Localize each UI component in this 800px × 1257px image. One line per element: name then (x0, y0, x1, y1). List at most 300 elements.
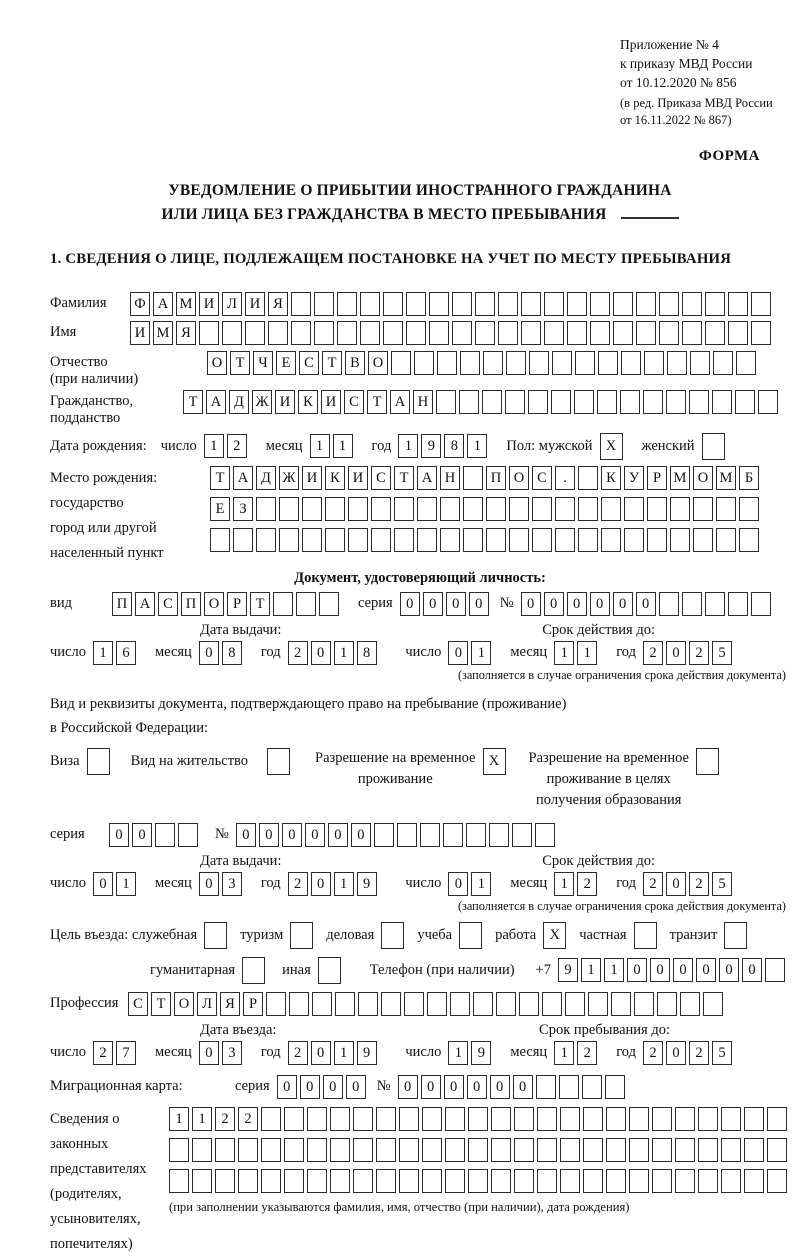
char-box: 1 (577, 641, 597, 665)
representatives-fields (169, 1107, 790, 1215)
temp-residence-edu-label: Разрешение на временное проживание в целях получения образования (528, 749, 689, 808)
char-box (705, 321, 725, 345)
char-box (574, 390, 594, 414)
char-box (514, 1169, 534, 1193)
char-box (659, 292, 679, 316)
char-box: А (153, 292, 173, 316)
char-box (261, 1138, 281, 1162)
birthplace-line3-field[interactable] (210, 528, 762, 552)
char-box (751, 321, 771, 345)
char-box (498, 292, 518, 316)
char-box: 0 (282, 823, 302, 847)
char-box (765, 958, 785, 982)
char-box (601, 497, 621, 521)
appendix-edit-line: от 16.11.2022 № 867) (620, 113, 732, 128)
char-box: 1 (333, 434, 353, 458)
char-box: Н (413, 390, 433, 414)
char-box (758, 390, 778, 414)
stay-valid-month-field[interactable] (554, 872, 600, 896)
char-box: 0 (132, 823, 152, 847)
id-valid-year-field[interactable] (643, 641, 735, 665)
surname-field[interactable] (130, 292, 774, 316)
valid-until-label: Срок действия до: (542, 852, 655, 869)
id-doc-number-field[interactable] (521, 592, 774, 616)
purpose-business-checkbox[interactable] (381, 922, 407, 949)
char-box (486, 497, 506, 521)
char-box (735, 390, 755, 414)
char-box (371, 528, 391, 552)
char-box (544, 292, 564, 316)
char-box (312, 992, 332, 1016)
char-box (588, 992, 608, 1016)
char-box: 1 (554, 872, 574, 896)
migration-card-row (50, 1075, 790, 1099)
entry-day-field[interactable] (93, 1041, 139, 1065)
temp-residence-checkbox[interactable] (483, 748, 509, 775)
phone-field[interactable] (558, 958, 788, 982)
char-box (505, 390, 525, 414)
char-box (422, 1138, 442, 1162)
birthplace-labels: Место рождения: государство город или другой населенный пункт (50, 469, 164, 561)
char-box (537, 1138, 557, 1162)
char-box: М (670, 466, 690, 490)
checkbox-cell (267, 748, 290, 775)
char-box (381, 992, 401, 1016)
char-box (555, 528, 575, 552)
char-box: 0 (323, 1075, 343, 1099)
char-box (590, 321, 610, 345)
char-box (667, 351, 687, 375)
valid-until-label: Срок действия до: (542, 621, 655, 638)
char-box: 0 (300, 1075, 320, 1099)
char-box (284, 1107, 304, 1131)
char-box (509, 528, 529, 552)
phone-prefix: +7 (535, 961, 551, 978)
stay-doc-number-field[interactable] (236, 823, 558, 847)
surname-row (50, 292, 790, 316)
char-box (376, 1138, 396, 1162)
char-box (647, 528, 667, 552)
char-box: 1 (93, 641, 113, 665)
id-doc-series-field[interactable] (400, 592, 492, 616)
char-box (169, 1169, 189, 1193)
birthplace-line2-field[interactable] (210, 497, 762, 521)
forma-label: ФОРМА (698, 147, 760, 164)
char-box (613, 292, 633, 316)
char-box (256, 497, 276, 521)
char-box: О (368, 351, 388, 375)
char-box: 0 (666, 1041, 686, 1065)
char-box: А (135, 592, 155, 616)
char-box: 0 (311, 872, 331, 896)
char-box (583, 1138, 603, 1162)
char-box (652, 1169, 672, 1193)
residence-permit-checkbox[interactable] (267, 748, 293, 775)
char-box (307, 1138, 327, 1162)
purpose-humanitarian-label: гуманитарная (150, 961, 236, 978)
stay-issue-month-field[interactable] (199, 872, 245, 896)
char-box (629, 1169, 649, 1193)
number-label: № (499, 595, 514, 612)
char-box (491, 1169, 511, 1193)
stay-issue-year-field[interactable] (288, 872, 380, 896)
char-box (621, 351, 641, 375)
entry-date-label: Дата въезда: (200, 1021, 277, 1038)
char-box (360, 292, 380, 316)
char-box: 0 (93, 872, 113, 896)
purpose-humanitarian-checkbox[interactable] (242, 957, 268, 984)
char-box (636, 321, 656, 345)
form-title-line1: УВЕДОМЛЕНИЕ О ПРИБЫТИИ ИНОСТРАННОГО ГРАЖДАНИНА (168, 181, 672, 199)
stay-until-group: число 1 9 месяц 1 2 год 2 0 2 5 (405, 1041, 735, 1065)
given-name-row (50, 321, 790, 345)
checkbox-cell (242, 957, 265, 984)
char-box (751, 592, 771, 616)
id-issue-year-field[interactable] (288, 641, 380, 665)
char-box: Т (151, 992, 171, 1016)
char-box: 0 (444, 1075, 464, 1099)
birth-date-row (50, 433, 790, 460)
char-box (528, 390, 548, 414)
stay-issue-day-field[interactable] (93, 872, 139, 896)
birth-date-label: Дата рождения: (50, 437, 147, 454)
id-issue-month-field[interactable] (199, 641, 245, 665)
char-box: 8 (222, 641, 242, 665)
char-box: 0 (236, 823, 256, 847)
char-box: 0 (448, 872, 468, 896)
profession-field[interactable] (128, 992, 726, 1016)
month-label: месяц (265, 437, 303, 454)
purpose-transit-checkbox[interactable] (724, 922, 750, 949)
id-valid-day-field[interactable] (448, 641, 494, 665)
stay-doc-text-line1: Вид и реквизиты документа, подтверждающего право на пребывание (проживание) (50, 695, 567, 712)
representatives-line2-field[interactable] (169, 1138, 790, 1162)
char-box (529, 351, 549, 375)
char-box (611, 992, 631, 1016)
char-box: Т (322, 351, 342, 375)
char-box (284, 1138, 304, 1162)
entry-year-field[interactable] (288, 1041, 380, 1065)
char-box: 0 (521, 592, 541, 616)
stay-doc-series-field[interactable] (109, 823, 201, 847)
char-box (238, 1138, 258, 1162)
id-valid-month-field[interactable] (554, 641, 600, 665)
purpose-tourism-checkbox[interactable] (290, 922, 316, 949)
char-box: 2 (643, 1041, 663, 1065)
purpose-private-checkbox[interactable] (634, 922, 660, 949)
char-box (536, 1075, 556, 1099)
migration-card-label: Миграционная карта: (50, 1078, 183, 1095)
char-box (682, 592, 702, 616)
char-box: К (298, 390, 318, 414)
char-box (606, 1138, 626, 1162)
char-box: М (716, 466, 736, 490)
char-box: 0 (544, 592, 564, 616)
char-box (670, 528, 690, 552)
char-box (414, 351, 434, 375)
char-box: О (693, 466, 713, 490)
char-box (459, 390, 479, 414)
stay-doc-text-line2: в Российской Федерации: (50, 720, 209, 737)
visa-option (50, 748, 113, 775)
char-box (330, 1107, 350, 1131)
sex-female-checkbox[interactable] (702, 433, 728, 460)
char-box: Б (739, 466, 759, 490)
char-box (273, 592, 293, 616)
char-box (353, 1107, 373, 1131)
char-box: И (275, 390, 295, 414)
stay-doc-dates-row (50, 872, 790, 896)
char-box: И (302, 466, 322, 490)
stay-valid-year-field[interactable] (643, 872, 735, 896)
char-box (391, 351, 411, 375)
char-box (698, 1138, 718, 1162)
citizenship-field[interactable] (183, 390, 781, 414)
entry-dates-row (50, 1041, 790, 1065)
char-box (452, 321, 472, 345)
char-box (521, 321, 541, 345)
stay-doc-series-row (50, 823, 790, 847)
char-box (483, 351, 503, 375)
char-box: 2 (577, 872, 597, 896)
char-box (238, 1169, 258, 1193)
char-box: В (345, 351, 365, 375)
char-box (509, 497, 529, 521)
char-box (450, 992, 470, 1016)
char-box (605, 1075, 625, 1099)
char-box: 1 (467, 434, 487, 458)
stay-until-month-field[interactable] (554, 1041, 600, 1065)
char-box (537, 1169, 557, 1193)
char-box (643, 390, 663, 414)
birthplace-line1-field[interactable] (210, 466, 762, 490)
appendix-line: Приложение № 4 (620, 37, 719, 52)
char-box (325, 528, 345, 552)
purpose-study-label: учеба (417, 926, 453, 943)
validity-note: (заполняется в случае ограничения срока действия документа) (457, 898, 786, 913)
representatives-note: (при заполнении указываются фамилия, имя, отчество (при наличии), дата рождения) (169, 1199, 630, 1214)
char-box: 0 (742, 958, 762, 982)
entry-month-field[interactable] (199, 1041, 245, 1065)
char-box: 7 (116, 1041, 136, 1065)
birth-month-field[interactable] (310, 434, 356, 458)
temp-residence-label: Разрешение на временное проживание (315, 749, 476, 787)
char-box (675, 1138, 695, 1162)
char-box (744, 1169, 764, 1193)
stay-doc-dates-header (50, 853, 790, 870)
patronymic-field[interactable] (207, 351, 759, 375)
char-box: 2 (689, 1041, 709, 1065)
blank-underline (621, 205, 679, 219)
char-box (486, 528, 506, 552)
char-box: 0 (513, 1075, 533, 1099)
char-box (475, 321, 495, 345)
char-box: 0 (469, 592, 489, 616)
char-box (307, 1107, 327, 1131)
char-box: 0 (590, 592, 610, 616)
stay-doc-valid-until: число 0 1 месяц 1 2 год 2 0 2 5 (405, 872, 735, 896)
birth-year-field[interactable] (398, 434, 490, 458)
char-box: О (204, 592, 224, 616)
char-box: 0 (311, 1041, 331, 1065)
char-box (680, 992, 700, 1016)
stay-until-day-field[interactable] (448, 1041, 494, 1065)
visa-label: Виза (50, 752, 80, 769)
char-box (582, 1075, 602, 1099)
char-box (575, 351, 595, 375)
char-box: Е (210, 497, 230, 521)
char-box (491, 1138, 511, 1162)
char-box (482, 390, 502, 414)
representatives-line3-field[interactable] (169, 1169, 790, 1193)
char-box (514, 1107, 534, 1131)
char-box (399, 1138, 419, 1162)
char-box: Т (250, 592, 270, 616)
char-box (314, 321, 334, 345)
char-box: 1 (471, 872, 491, 896)
sex-male-checkbox[interactable] (600, 433, 626, 460)
char-box (751, 292, 771, 316)
char-box (279, 528, 299, 552)
char-box: 2 (288, 641, 308, 665)
given-name-field[interactable] (130, 321, 774, 345)
char-box (468, 1138, 488, 1162)
char-box (199, 321, 219, 345)
char-box: 0 (421, 1075, 441, 1099)
char-box (744, 1138, 764, 1162)
char-box (348, 497, 368, 521)
char-box: Л (197, 992, 217, 1016)
char-box (445, 1138, 465, 1162)
char-box: 1 (334, 872, 354, 896)
birth-day-field[interactable] (204, 434, 250, 458)
char-box: 1 (471, 641, 491, 665)
char-box: 9 (558, 958, 578, 982)
char-box: О (174, 992, 194, 1016)
char-box: Д (229, 390, 249, 414)
char-box: 1 (204, 434, 224, 458)
char-box (736, 351, 756, 375)
char-box: О (509, 466, 529, 490)
char-box: Т (210, 466, 230, 490)
char-box (514, 1138, 534, 1162)
id-issue-day-field[interactable] (93, 641, 139, 665)
char-box: 3 (222, 872, 242, 896)
char-box: 0 (277, 1075, 297, 1099)
form-title (50, 179, 790, 227)
char-box: 2 (215, 1107, 235, 1131)
char-box: 1 (310, 434, 330, 458)
temp-residence-edu-checkbox[interactable] (696, 748, 722, 775)
char-box (542, 992, 562, 1016)
id-doc-dates-header (50, 622, 790, 639)
char-box: 9 (357, 1041, 377, 1065)
char-box (689, 390, 709, 414)
char-box (307, 1169, 327, 1193)
char-box (567, 321, 587, 345)
representatives-line1-field[interactable] (169, 1107, 790, 1131)
stay-valid-day-field[interactable] (448, 872, 494, 896)
series-label: серия (358, 595, 393, 612)
char-box: 9 (357, 872, 377, 896)
char-box: 0 (328, 823, 348, 847)
char-box: 0 (311, 641, 331, 665)
char-box (325, 497, 345, 521)
char-box (291, 321, 311, 345)
migration-card-series-field[interactable] (277, 1075, 369, 1099)
char-box (682, 292, 702, 316)
profession-label: Профессия (50, 994, 119, 1011)
char-box: Ч (253, 351, 273, 375)
id-doc-type-field[interactable] (112, 592, 342, 616)
char-box (422, 1169, 442, 1193)
char-box (698, 1107, 718, 1131)
char-box (560, 1169, 580, 1193)
issue-date-label: Дата выдачи: (200, 621, 282, 638)
char-box (399, 1169, 419, 1193)
char-box (376, 1107, 396, 1131)
char-box (468, 1169, 488, 1193)
char-box: 2 (643, 872, 663, 896)
char-box (406, 321, 426, 345)
char-box (437, 351, 457, 375)
char-box (682, 321, 702, 345)
char-box (371, 497, 391, 521)
char-box: И (130, 321, 150, 345)
char-box (767, 1107, 787, 1131)
char-box: 6 (116, 641, 136, 665)
migration-card-number-field[interactable] (398, 1075, 628, 1099)
char-box (440, 528, 460, 552)
char-box: 2 (689, 872, 709, 896)
issue-date-label: Дата выдачи: (200, 852, 282, 869)
char-box (427, 992, 447, 1016)
char-box: У (624, 466, 644, 490)
phone-label: Телефон (при наличии) (369, 961, 515, 978)
purpose-official-checkbox[interactable] (204, 922, 230, 949)
char-box: 1 (554, 641, 574, 665)
checkbox-cell (318, 957, 341, 984)
char-box: И (321, 390, 341, 414)
stay-until-year-field[interactable] (643, 1041, 735, 1065)
char-box: 0 (400, 592, 420, 616)
char-box (335, 992, 355, 1016)
visa-checkbox[interactable] (87, 748, 113, 775)
char-box (713, 351, 733, 375)
char-box (601, 528, 621, 552)
year-label: год (371, 437, 392, 454)
validity-note: (заполняется в случае ограничения срока действия документа) (457, 667, 786, 682)
purpose-work-checkbox[interactable] (543, 922, 569, 949)
appendix-line: от 10.12.2020 № 856 (620, 74, 737, 90)
char-box: 0 (259, 823, 279, 847)
char-box (399, 1107, 419, 1131)
char-box: Н (440, 466, 460, 490)
purpose-other-checkbox[interactable] (318, 957, 344, 984)
char-box (463, 466, 483, 490)
char-box (744, 1107, 764, 1131)
char-box (314, 292, 334, 316)
char-box: 2 (577, 1041, 597, 1065)
char-box (728, 321, 748, 345)
char-box (552, 351, 572, 375)
char-box (155, 823, 175, 847)
purpose-study-checkbox[interactable] (459, 922, 485, 949)
char-box (567, 292, 587, 316)
char-box (636, 292, 656, 316)
char-box (215, 1169, 235, 1193)
char-box: А (233, 466, 253, 490)
